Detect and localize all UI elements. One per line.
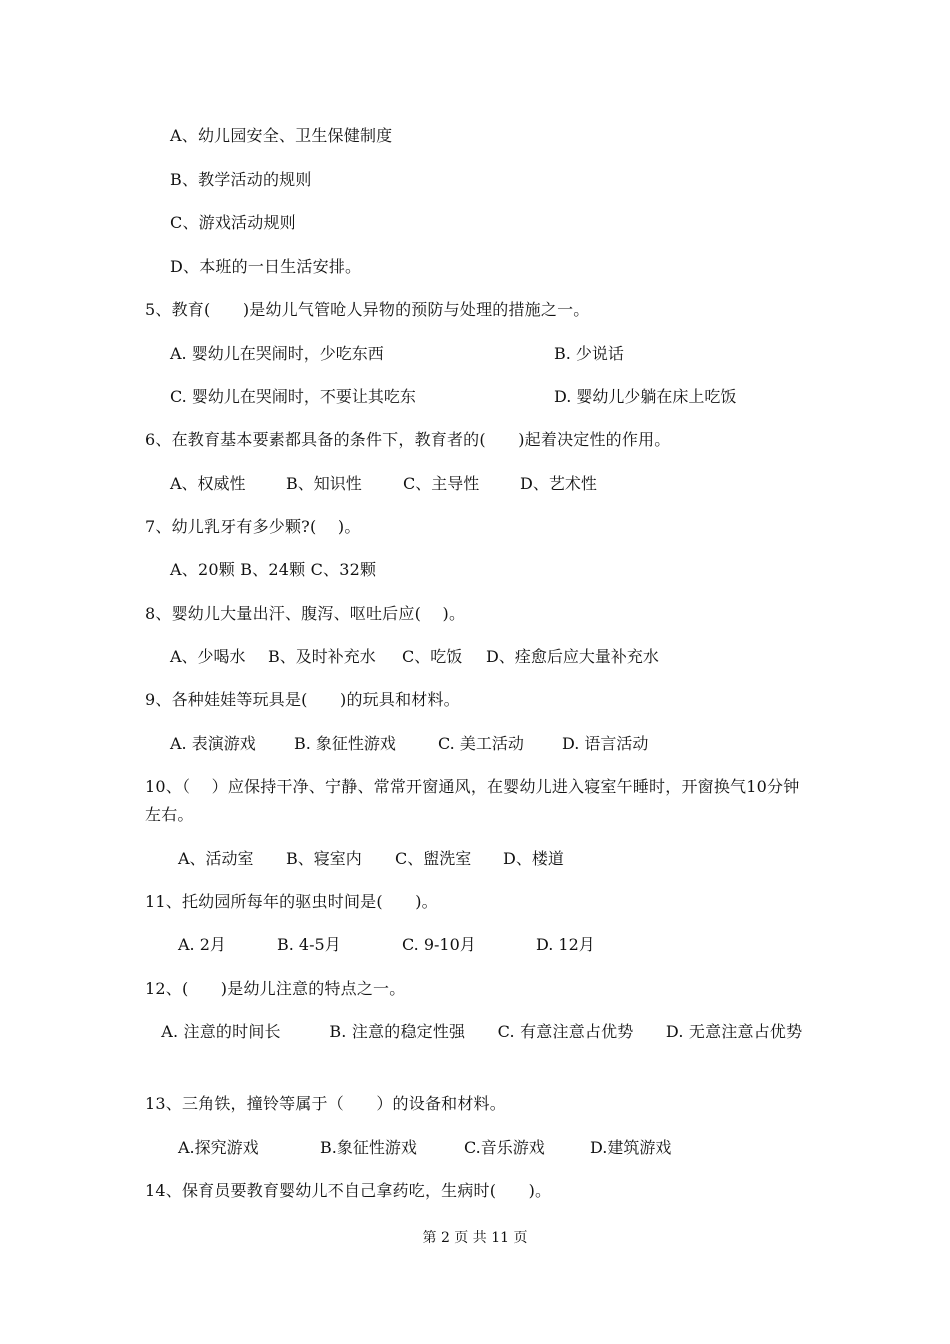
q4-option-a: A、幼儿园安全、卫生保健制度 bbox=[170, 126, 393, 145]
q9-options bbox=[170, 734, 810, 754]
q4-option-c: C、游戏活动规则 bbox=[170, 213, 296, 232]
q11-stem: 11、托幼园所每年的驱虫时间是( )。 bbox=[145, 892, 438, 911]
q5-options-row-1 bbox=[170, 344, 810, 364]
q12-options: A. 注意的时间长 B. 注意的稳定性强 C. 有意注意占优势 D. 无意注意占优势 bbox=[145, 1022, 803, 1041]
q8-stem: 8、婴幼儿大量出汗、腹泻、呕吐后应( )。 bbox=[145, 604, 466, 623]
q6-stem: 6、在教育基本要素都具备的条件下，教育者的( )起着决定性的作用。 bbox=[145, 430, 671, 449]
q6-option-a: A、权威性 bbox=[170, 474, 246, 493]
q13-option-b: B.象征性游戏 bbox=[320, 1138, 417, 1157]
q5-options-row-2 bbox=[170, 387, 810, 407]
q11-option-b: B. 4-5月 bbox=[277, 935, 341, 954]
q11-option-a: A. 2月 bbox=[178, 935, 226, 954]
q8-option-c: C、吃饭 bbox=[402, 647, 463, 666]
q10-option-d: D、楼道 bbox=[503, 849, 564, 868]
q11-option-c: C. 9-10月 bbox=[402, 935, 476, 954]
q6-option-d: D、艺术性 bbox=[520, 474, 597, 493]
q5-option-b: B. 少说话 bbox=[554, 344, 624, 363]
q12-stem: 12、( )是幼儿注意的特点之一。 bbox=[145, 979, 406, 998]
q9-stem: 9、各种娃娃等玩具是( )的玩具和材料。 bbox=[145, 690, 460, 709]
q5-option-d: D. 婴幼儿少躺在床上吃饭 bbox=[554, 387, 737, 406]
q8-option-a: A、少喝水 bbox=[170, 647, 246, 666]
page-number-footer: 第 2 页 共 11 页 bbox=[422, 1230, 528, 1246]
q5-option-a: A. 婴幼儿在哭闹时，少吃东西 bbox=[170, 344, 384, 363]
q6-options bbox=[170, 474, 810, 494]
q10-options bbox=[178, 849, 818, 869]
q5-stem: 5、教育( )是幼儿气管呛人异物的预防与处理的措施之一。 bbox=[145, 300, 590, 319]
q6-option-c: C、主导性 bbox=[403, 474, 480, 493]
q10-option-a: A、活动室 bbox=[178, 849, 254, 868]
q14-stem: 14、保育员要教育婴幼儿不自己拿药吃，生病时( )。 bbox=[145, 1181, 552, 1200]
q8-option-d: D、痊愈后应大量补充水 bbox=[486, 647, 659, 666]
q4-option-d: D、本班的一日生活安排。 bbox=[170, 257, 362, 276]
q9-option-d: D. 语言活动 bbox=[562, 734, 649, 753]
q10-option-c: C、盥洗室 bbox=[395, 849, 472, 868]
q13-option-a: A.探究游戏 bbox=[178, 1138, 259, 1157]
q13-options bbox=[178, 1138, 818, 1158]
q10-option-b: B、寝室内 bbox=[286, 849, 362, 868]
q11-option-d: D. 12月 bbox=[536, 935, 595, 954]
q8-options bbox=[170, 647, 810, 667]
q9-option-a: A. 表演游戏 bbox=[170, 734, 256, 753]
q10-stem: 10、（ ）应保持干净、宁静、常常开窗通风，在婴幼儿进入寝室午睡时，开窗换气10分钟左右。 bbox=[145, 777, 800, 824]
q7-options: A、20颗 B、24颗 C、32颗 bbox=[170, 560, 377, 579]
q4-option-b: B、教学活动的规则 bbox=[170, 170, 312, 189]
q8-option-b: B、及时补充水 bbox=[268, 647, 376, 666]
q9-option-b: B. 象征性游戏 bbox=[294, 734, 396, 753]
q7-stem: 7、幼儿乳牙有多少颗?( )。 bbox=[145, 517, 361, 536]
q5-option-c: C. 婴幼儿在哭闹时，不要让其吃东 bbox=[170, 387, 416, 406]
q13-option-c: C.音乐游戏 bbox=[464, 1138, 545, 1157]
q11-options bbox=[178, 935, 818, 955]
q9-option-c: C. 美工活动 bbox=[438, 734, 524, 753]
q13-stem: 13、三角铁，撞铃等属于（ ）的设备和材料。 bbox=[145, 1094, 506, 1113]
q6-option-b: B、知识性 bbox=[286, 474, 362, 493]
q13-option-d: D.建筑游戏 bbox=[590, 1138, 672, 1157]
